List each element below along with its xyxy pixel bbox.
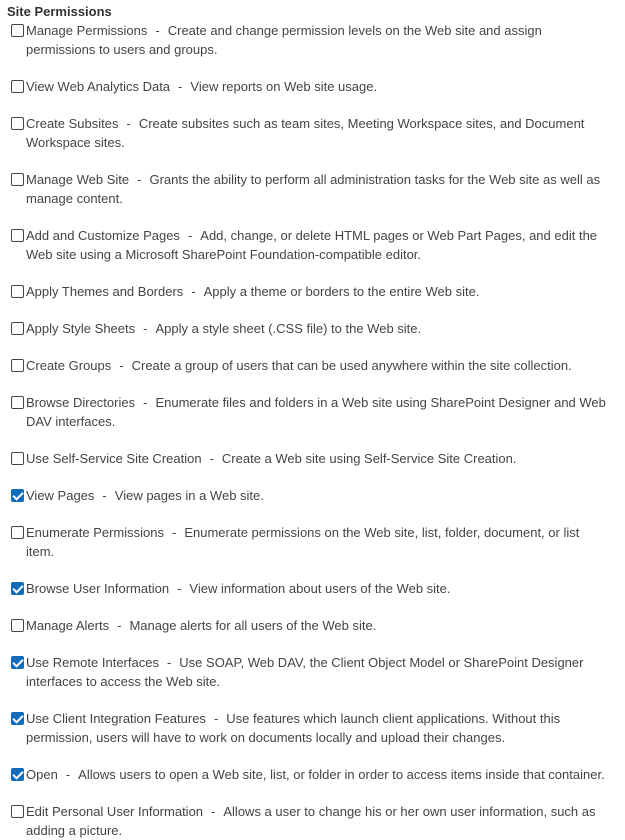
permission-item bbox=[7, 616, 625, 635]
permission-checkbox[interactable] bbox=[11, 322, 24, 335]
permission-item bbox=[7, 170, 625, 208]
permission-item bbox=[7, 765, 625, 784]
permission-description: View pages in a Web site. bbox=[114, 488, 264, 503]
permission-description: Apply a theme or borders to the entire Web site. bbox=[203, 284, 480, 299]
permission-text bbox=[26, 319, 625, 338]
permission-name[interactable]: Use Self-Service Site Creation bbox=[26, 451, 202, 466]
permission-checkbox[interactable] bbox=[11, 656, 24, 669]
permission-separator: - bbox=[177, 581, 182, 596]
permission-name[interactable]: Manage Alerts bbox=[26, 618, 110, 633]
permission-checkbox[interactable] bbox=[11, 805, 24, 818]
permission-name[interactable]: Manage Permissions bbox=[26, 23, 148, 38]
permission-text bbox=[26, 653, 625, 691]
permission-name[interactable]: View Pages bbox=[26, 488, 95, 503]
permission-checkbox[interactable] bbox=[11, 396, 24, 409]
permission-item bbox=[7, 523, 625, 561]
permission-separator: - bbox=[137, 172, 142, 187]
permission-description: View information about users of the Web site. bbox=[189, 581, 451, 596]
permission-separator: - bbox=[187, 228, 193, 243]
permission-checkbox[interactable] bbox=[11, 285, 24, 298]
permission-item bbox=[7, 486, 625, 505]
permission-description: Manage alerts for all users of the Web site. bbox=[129, 618, 377, 633]
permission-text bbox=[26, 802, 625, 840]
permission-name[interactable]: Use Remote Interfaces bbox=[26, 655, 159, 670]
permission-separator: - bbox=[166, 655, 172, 670]
permission-separator: - bbox=[178, 79, 183, 94]
permission-text bbox=[26, 77, 625, 96]
permission-text bbox=[26, 393, 625, 431]
permission-separator: - bbox=[155, 23, 160, 38]
permission-item bbox=[7, 356, 625, 375]
permission-separator: - bbox=[172, 525, 177, 540]
permission-item bbox=[7, 802, 625, 840]
permission-checkbox[interactable] bbox=[11, 117, 24, 130]
permission-description: Create a Web site using Self-Service Site Creation. bbox=[221, 451, 517, 466]
permission-item bbox=[7, 393, 625, 431]
permission-checkbox[interactable] bbox=[11, 619, 24, 632]
permission-description: Create a group of users that can be used anywhere within the site collection. bbox=[131, 358, 572, 373]
permission-text bbox=[26, 523, 625, 561]
permission-item bbox=[7, 709, 625, 747]
permission-checkbox[interactable] bbox=[11, 526, 24, 539]
permission-text bbox=[26, 765, 625, 784]
permission-description: Add, change, or delete HTML pages or Web Part Pages, and edit the Web site using a Microsoft SharePoint Foundation-compatible editor. bbox=[26, 228, 598, 262]
permission-separator: - bbox=[143, 395, 148, 410]
permission-separator: - bbox=[119, 358, 124, 373]
permission-item bbox=[7, 653, 625, 691]
permission-name[interactable]: Apply Themes and Borders bbox=[26, 284, 184, 299]
permission-text bbox=[26, 486, 625, 505]
permission-item bbox=[7, 77, 625, 96]
permission-description: Allows users to open a Web site, list, or folder in order to access items inside that container. bbox=[78, 767, 605, 782]
permission-text bbox=[26, 170, 625, 208]
permission-name[interactable]: Create Groups bbox=[26, 358, 112, 373]
permission-text bbox=[26, 226, 625, 264]
permission-description: Enumerate files and folders in a Web site using SharePoint Designer and Web DAV interfaces. bbox=[26, 395, 606, 429]
permission-item bbox=[7, 449, 625, 468]
permission-name[interactable]: Add and Customize Pages bbox=[26, 228, 180, 243]
permission-checkbox[interactable] bbox=[11, 24, 24, 37]
permission-text bbox=[26, 21, 625, 59]
permission-separator: - bbox=[65, 767, 71, 782]
permission-checkbox[interactable] bbox=[11, 489, 24, 502]
permission-text bbox=[26, 114, 625, 152]
permission-text bbox=[26, 449, 625, 468]
section-title: Site Permissions bbox=[7, 4, 112, 19]
permission-description: Apply a style sheet (.CSS file) to the Web site. bbox=[155, 321, 422, 336]
permission-item bbox=[7, 319, 625, 338]
permission-separator: - bbox=[117, 618, 122, 633]
permission-text bbox=[26, 709, 625, 747]
permission-description: Create and change permission levels on the Web site and assign permissions to users and groups. bbox=[26, 23, 542, 57]
permission-separator: - bbox=[126, 116, 131, 131]
permission-name[interactable]: Enumerate Permissions bbox=[26, 525, 164, 540]
permission-separator: - bbox=[211, 804, 216, 819]
permission-text bbox=[26, 356, 625, 375]
permission-checkbox[interactable] bbox=[11, 80, 24, 93]
permission-checkbox[interactable] bbox=[11, 359, 24, 372]
permission-name[interactable]: Open bbox=[26, 767, 58, 782]
permission-description: Enumerate permissions on the Web site, list, folder, document, or list item. bbox=[26, 525, 580, 559]
permission-text bbox=[26, 616, 625, 635]
permission-checkbox[interactable] bbox=[11, 582, 24, 595]
permission-name[interactable]: View Web Analytics Data bbox=[26, 79, 171, 94]
permission-name[interactable]: Browse Directories bbox=[26, 395, 136, 410]
permission-checkbox[interactable] bbox=[11, 452, 24, 465]
permission-separator: - bbox=[209, 451, 214, 466]
permission-name[interactable]: Use Client Integration Features bbox=[26, 711, 206, 726]
permission-description: Use SOAP, Web DAV, the Client Object Model or SharePoint Designer interfaces to access the Web site. bbox=[26, 655, 584, 689]
permission-checkbox[interactable] bbox=[11, 229, 24, 242]
permission-separator: - bbox=[191, 284, 196, 299]
permission-name[interactable]: Apply Style Sheets bbox=[26, 321, 136, 336]
permission-description: Create subsites such as team sites, Meeting Workspace sites, and Document Workspace sites. bbox=[26, 116, 585, 150]
permission-item bbox=[7, 226, 625, 264]
permission-text bbox=[26, 282, 625, 301]
permission-description: Allows a user to change his or her own user information, such as adding a picture. bbox=[26, 804, 596, 838]
permission-checkbox[interactable] bbox=[11, 768, 24, 781]
permission-separator: - bbox=[213, 711, 219, 726]
permission-item bbox=[7, 21, 625, 59]
permission-description: Grants the ability to perform all administration tasks for the Web site as well as manage content. bbox=[26, 172, 601, 206]
permission-checkbox[interactable] bbox=[11, 173, 24, 186]
permission-description: Use features which launch client applications. Without this permission, users will have to work on documents locally and upload their changes. bbox=[26, 711, 561, 745]
permission-checkbox[interactable] bbox=[11, 712, 24, 725]
permission-list bbox=[7, 21, 625, 840]
permission-name[interactable]: Edit Personal User Information bbox=[26, 804, 204, 819]
permission-separator: - bbox=[102, 488, 107, 503]
permission-item bbox=[7, 114, 625, 152]
permission-name[interactable]: Browse User Information bbox=[26, 581, 170, 596]
permission-name[interactable]: Create Subsites bbox=[26, 116, 119, 131]
permission-item bbox=[7, 579, 625, 598]
permission-item bbox=[7, 282, 625, 301]
permission-text bbox=[26, 579, 625, 598]
permission-separator: - bbox=[143, 321, 148, 336]
permission-name[interactable]: Manage Web Site bbox=[26, 172, 130, 187]
permission-description: View reports on Web site usage. bbox=[190, 79, 378, 94]
